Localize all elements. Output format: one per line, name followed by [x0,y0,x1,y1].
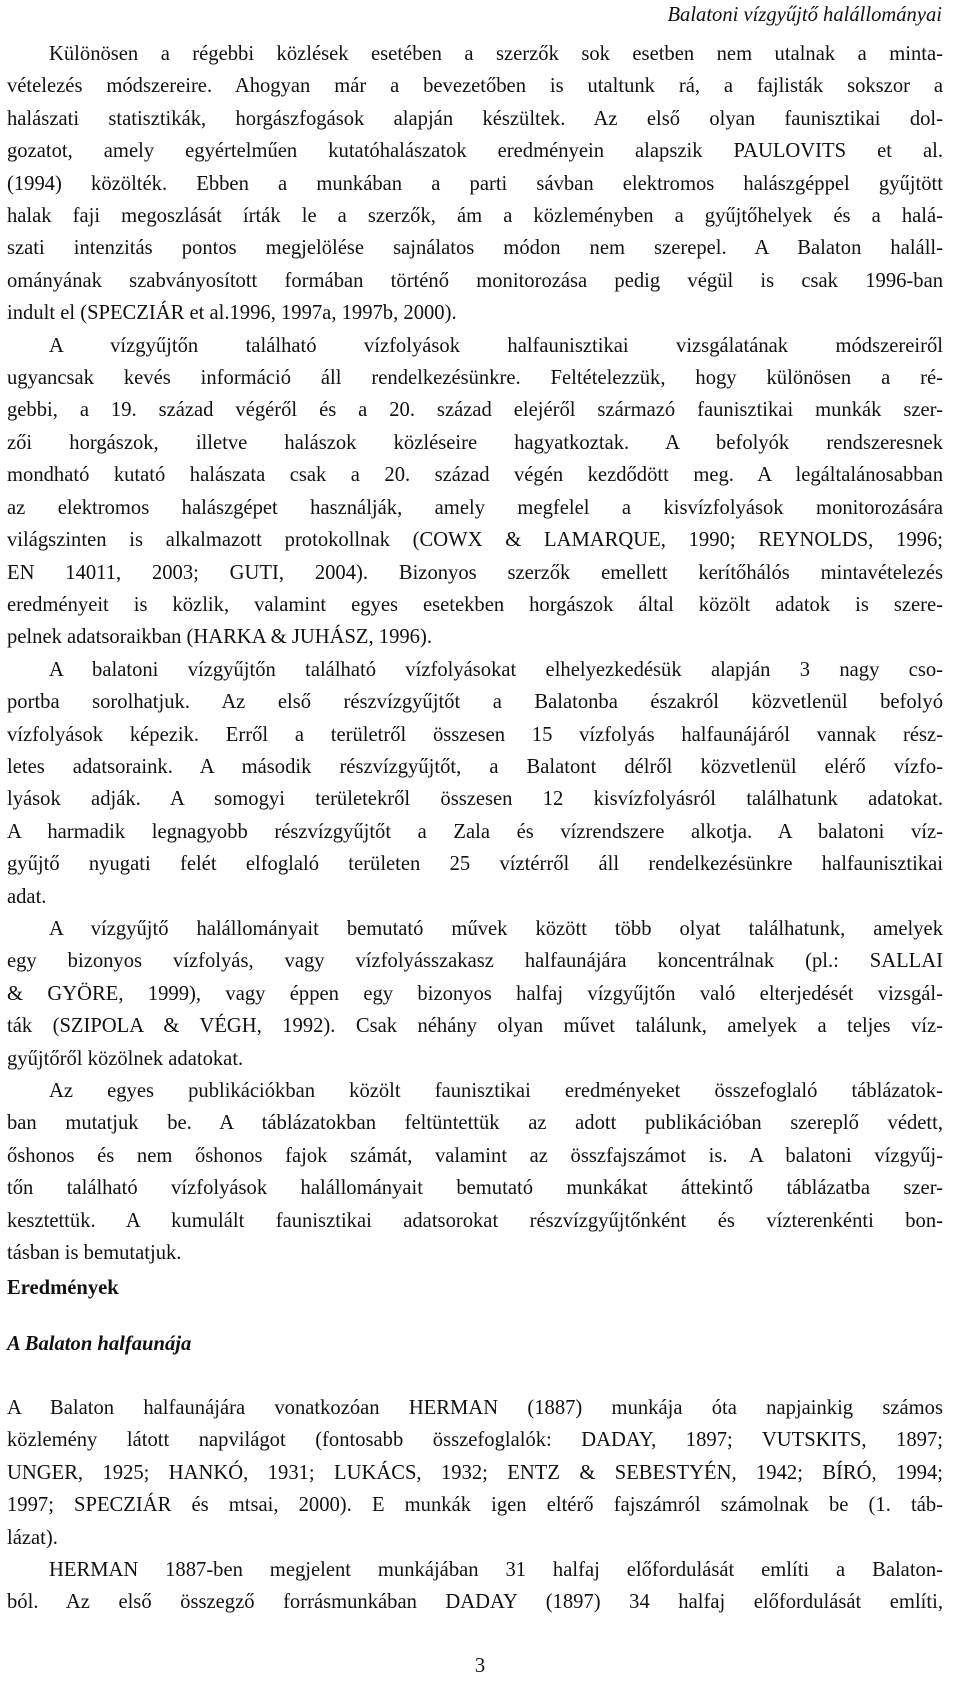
text-line: A Balaton halfaunájára vonatkozóan HERMAN (1887) munkája óta napjainkig számos [7,1397,943,1419]
text-line: lyások adják. A somogyi területekről összesen 12 kisvízfolyásról találhatunk adatokat. [7,788,943,811]
text-line: portba sorolhatjuk. Az első részvízgyűjtőt a Balatonba északról közvetlenül befolyó [7,691,943,714]
text-line: zői horgászok, illetve halászok közléseire hagyatkoztak. A befolyók rendszeresnek [7,431,943,454]
text-line: ból. Az első összegző forrásmunkában DADAY (1897) 34 halfaj előfordulását említi, [7,1591,943,1614]
text-line: közlemény látott napvilágot (fontosabb összefoglalók: DADAY, 1897; VUTSKITS, 1897; [7,1429,943,1452]
text-line: gyűjtőről közölnek adatokat. [7,1047,244,1070]
text-line: gozatot, amely egyértelműen kutatóhalászatok eredményein alapszik PAULOVITS et al. [7,140,943,163]
text-line: A vízgyűjtő halállományait bemutató művek között több olyat találhatunk, amelyek [49,917,943,940]
text-line: ban mutatjuk be. A táblázatokban feltüntettük az adott publikációban szereplő védett, [7,1112,943,1135]
text-line: lázat). [7,1526,58,1549]
text-line: & GYÖRE, 1999), vagy éppen egy bizonyos halfaj vízgyűjtőn való elterjedését vizsgál- [7,982,943,1005]
text-line: az elektromos halászgépet használják, amely megfelel a kisvízfolyások monitorozására [7,496,943,519]
text-line: világszinten is alkalmazott protokollnak (COWX & LAMARQUE, 1990; REYNOLDS, 1996; [7,529,943,552]
text-line: halászati statisztikák, horgászfogások alapján készültek. Az első olyan faunisztikai dol- [7,107,943,130]
text-line: adat. [7,885,47,908]
text-line: mondható kutató halászata csak a 20. század végén kezdődött meg. A legáltalánosabban [7,464,943,487]
text-line: ományának szabványosított formában történő monitorozása pedig végül is csak 1996-ban [7,269,943,292]
text-line: gyűjtő nyugati felét elfoglaló területen 25 víztérről áll rendelkezésünkre halfaunisztikai [7,853,943,876]
text-line: EN 14011, 2003; GUTI, 2004). Bizonyos szerzők emellett kerítőhálós mintavételezés [7,561,943,584]
text-line: letes adatsoraink. A második részvízgyűjtőt, a Balatont délről közvetlenül elérő vízfo- [7,755,943,778]
text-line: tőn található vízfolyások halállományait bemutató munkákat áttekintő táblázatba szer- [7,1177,943,1200]
section-heading: Eredmények [7,1277,119,1299]
text-line: A balatoni vízgyűjtőn található vízfolyásokat elhelyezkedésük alapján 3 nagy cso- [49,658,943,681]
text-line: Az egyes publikációkban közölt faunisztikai eredményeket összefoglaló táblázatok- [49,1080,943,1102]
text-line: pelnek adatsoraikban (HARKA & JUHÁSZ, 1996). [7,626,432,649]
text-line: vételezés módszereire. Ahogyan már a bevezetőben is utaltunk rá, a fajlisták sokszor a [7,75,943,98]
text-line: szati intenzitás pontos megjelölése sajnálatos módon nem szerepel. A Balaton haláll- [7,237,943,260]
body-text [7,38,943,1269]
text-line: eredményeit is közlik, valamint egyes esetekben horgászok által közölt adatok is szere- [7,593,943,616]
text-line: vízfolyások képezik. Erről a területről összesen 15 vízfolyás halfaunájáról vannak rész- [7,723,943,746]
text-line: ták (SZIPOLA & VÉGH, 1992). Csak néhány olyan művet találunk, amelyek a teljes víz- [7,1015,943,1038]
page-number: 3 [474,1655,486,1677]
text-line: A vízgyűjtőn található vízfolyások halfaunisztikai vizsgálatának módszereiről [49,334,943,357]
text-line: gebbi, a 19. század végéről és a 20. század elejéről származó faunisztikai munkák szer- [7,399,943,422]
text-line: (1994) közölték. Ebben a munkában a parti sávban elektromos halászgéppel gyűjtött [7,172,943,195]
running-header: Balatoni vízgyűjtő halállományai [667,4,942,26]
text-line: kesztettük. A kumulált faunisztikai adatsorokat részvízgyűjtőnként és vízterenkénti bon- [7,1209,943,1232]
subsection-heading: A Balaton halfaunája [7,1333,192,1355]
section-body-text [7,1392,943,1619]
text-line: indult el (SPECZIÁR et al.1996, 1997a, 1997b, 2000). [7,302,457,325]
text-line: egy bizonyos vízfolyás, vagy vízfolyásszakasz halfaunájára koncentrálnak (pl.: SALLAI [7,950,943,973]
text-line: A harmadik legnagyobb részvízgyűjtőt a Zala és vízrendszere alkotja. A balatoni víz- [7,820,943,843]
text-line: tásban is bemutatjuk. [7,1242,182,1265]
text-line: UNGER, 1925; HANKÓ, 1931; LUKÁCS, 1932; ENTZ & SEBESTYÉN, 1942; BÍRÓ, 1994; [7,1461,943,1484]
text-line: ugyancsak kevés információ áll rendelkezésünkre. Feltételezzük, hogy különösen a ré- [7,367,943,390]
text-line: halak faji megoszlását írták le a szerzők, ám a közleményben a gyűjtőhelyek és a halá- [7,205,943,228]
text-line: HERMAN 1887-ben megjelent munkájában 31 halfaj előfordulását említi a Balaton- [49,1559,943,1582]
text-line: Különösen a régebbi közlések esetében a szerzők sok esetben nem utalnak a minta- [49,43,943,65]
text-line: őshonos és nem őshonos fajok számát, valamint az összfajszámot is. A balatoni vízgyűj- [7,1144,943,1167]
text-line: 1997; SPECZIÁR és mtsai, 2000). E munkák igen eltérő fajszámról számolnak be (1. táb- [7,1494,943,1517]
